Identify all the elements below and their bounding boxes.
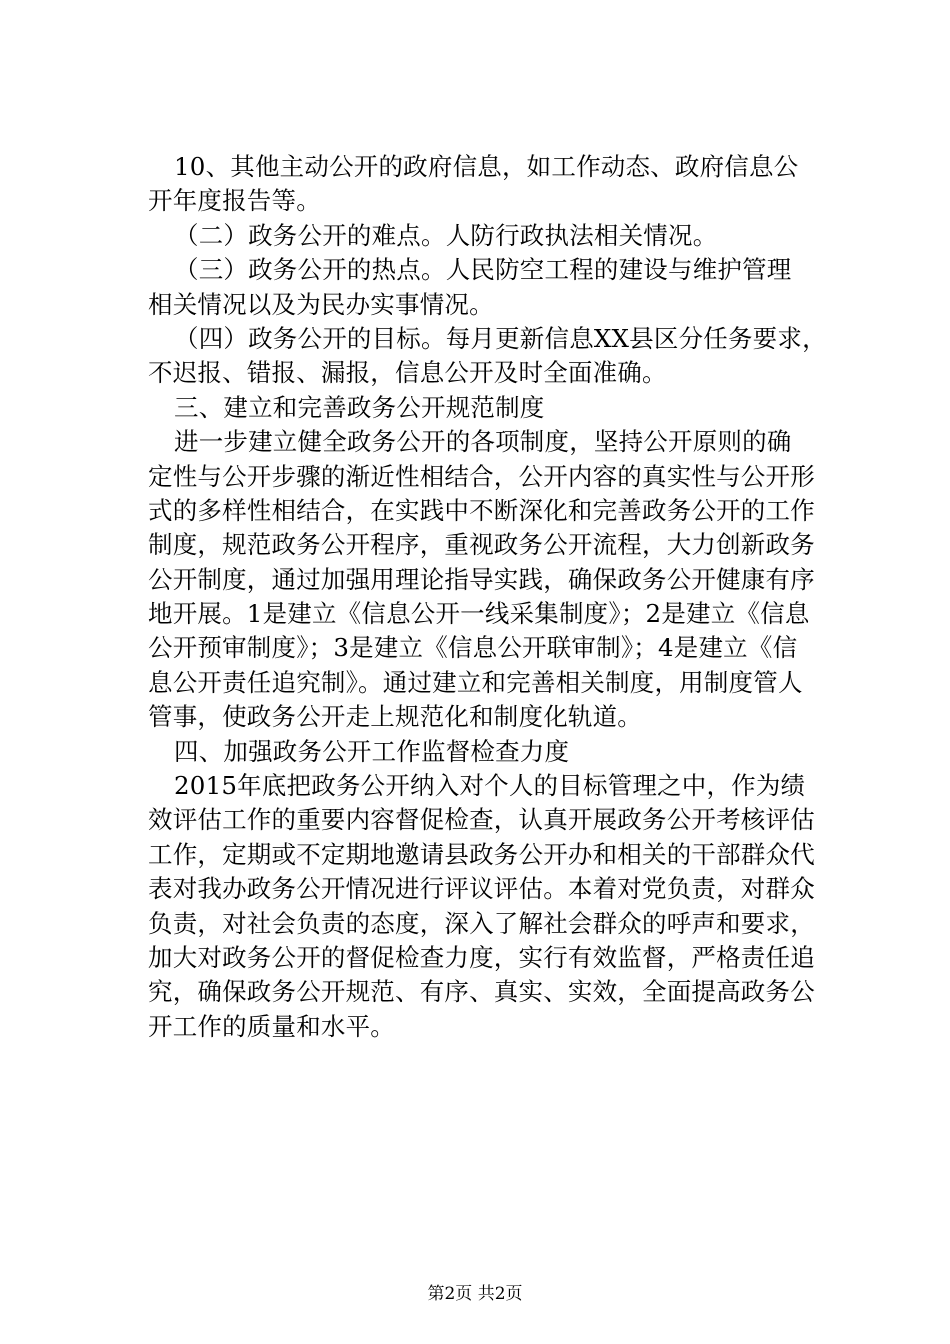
text-line: 式的多样性相结合，在实践中不断深化和完善政务公开的工作 [148, 495, 815, 525]
text-line: 负责，对社会负责的态度，深入了解社会群众的呼声和要求， [148, 908, 815, 938]
text-line: 定性与公开步骤的渐近性相结合，公开内容的真实性与公开形 [148, 461, 815, 491]
text-line: 息公开责任追究制》。通过建立和完善相关制度，用制度管人 [148, 667, 803, 697]
paragraph [148, 219, 848, 253]
text-line: 加大对政务公开的督促检查力度，实行有效监督，严格责任追 [148, 942, 815, 972]
text-line: 管事，使政务公开走上规范化和制度化轨道。 [148, 702, 642, 732]
text-line: 2015年底把政务公开纳入对个人的目标管理之中，作为绩 [174, 771, 806, 801]
text-line: （四）政务公开的目标。每月更新信息XX县区分任务要求， [174, 323, 827, 353]
paragraph [148, 150, 848, 219]
text-line: 究，确保政务公开规范、有序、真实、实效，全面提高政务公 [148, 977, 815, 1007]
paragraph [148, 322, 848, 391]
text-line: 进一步建立健全政务公开的各项制度，坚持公开原则的确 [174, 427, 792, 457]
paragraph [148, 253, 848, 322]
document-body [148, 150, 848, 1044]
text-line: 开工作的质量和水平。 [148, 1011, 395, 1041]
text-line: 开年度报告等。 [148, 186, 321, 216]
text-line: （三）政务公开的热点。人民防空工程的建设与维护管理 [174, 255, 792, 285]
text-line: 三、建立和完善政务公开规范制度 [174, 392, 545, 422]
text-line: 公开预审制度》；3是建立《信息公开联审制》；4是建立《信 [148, 633, 798, 663]
text-line: 相关情况以及为民办实事情况。 [148, 289, 494, 319]
page-footer: 第2页 共2页 [427, 1284, 523, 1304]
paragraph [148, 769, 848, 1044]
paragraph [148, 735, 848, 769]
text-line: 四、加强政务公开工作监督检查力度 [174, 736, 570, 766]
text-line: 工作，定期或不定期地邀请县政务公开办和相关的干部群众代 [148, 839, 815, 869]
text-line: （二）政务公开的难点。人防行政执法相关情况。 [174, 220, 718, 250]
paragraph [148, 425, 848, 735]
text-line: 制度，规范政务公开程序，重视政务公开流程，大力创新政务 [148, 530, 815, 560]
paragraph [148, 391, 848, 425]
text-line: 不迟报、错报、漏报，信息公开及时全面准确。 [148, 358, 667, 388]
text-line: 表对我办政务公开情况进行评议评估。本着对党负责，对群众 [148, 874, 815, 904]
text-line: 10、其他主动公开的政府信息，如工作动态、政府信息公 [174, 152, 799, 181]
text-line: 公开制度，通过加强用理论指导实践，确保政务公开健康有序 [148, 564, 815, 594]
text-line: 地开展。1是建立《信息公开一线采集制度》；2是建立《信息 [148, 599, 810, 629]
text-line: 效评估工作的重要内容督促检查，认真开展政务公开考核评估 [148, 805, 815, 835]
